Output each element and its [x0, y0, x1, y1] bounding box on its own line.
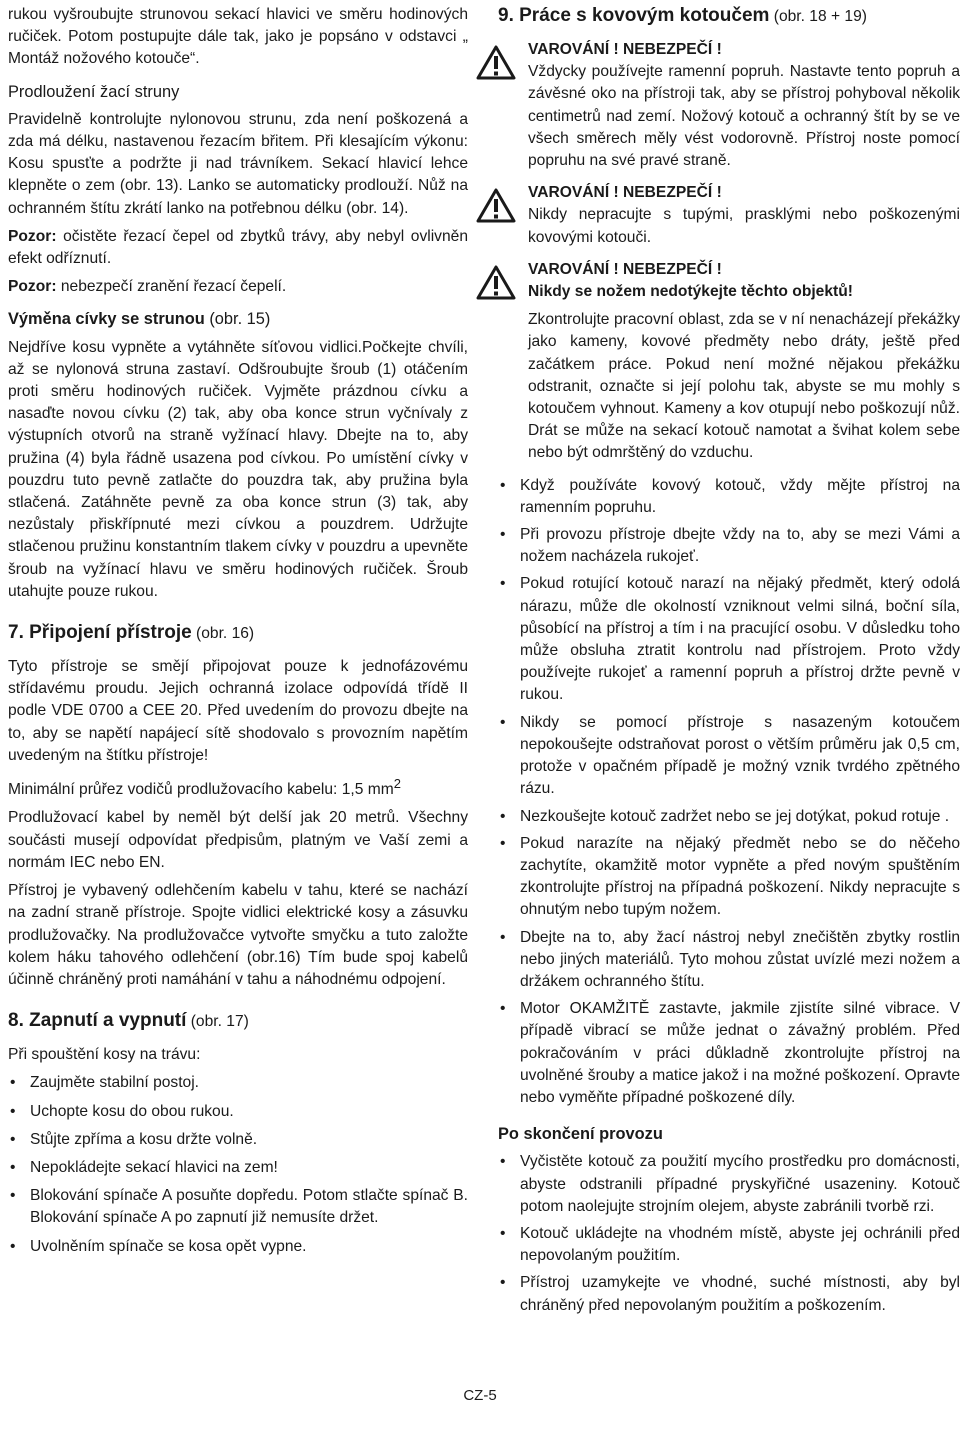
list-item: • Uchopte kosu do obou rukou.	[8, 1101, 468, 1123]
list-item: • Blokování spínače A posuňte dopředu. Potom stlačte spínač B. Blokování spínače A po zapnutí již nemusíte držet.	[8, 1185, 468, 1229]
list-item: • Při provozu přístroje dbejte vždy na to, aby se mezi Vámi a nožem nacházela rukojeť.	[498, 524, 960, 568]
section-7-ref: (obr. 16)	[191, 625, 255, 643]
list-item: • Nezkoušejte kotouč zadržet nebo se jej dotýkat, pokud rotuje .	[498, 806, 960, 828]
section-7-paragraph-3: Prodlužovací kabel by neměl být delší jak 20 metrů. Všechny součásti musejí odpovídat předpisům, platným ve Vaší zemi a normám IEC nebo EN.	[8, 809, 468, 871]
spool-paragraph: Nejdříve kosu vypněte a vytáhněte síťovou vidlici.Počkejte chvíli, až se nylonová struna zastaví. Odšroubujte šroub (1) otáčením proti směru hodinových ručiček. Vyjměte prázdnou cívku a nasaďte novou cívku (2) tak, aby oba konce strun vyčnívaly z výstupních otvorů na straně vyžínací hlavy. Dbejte na to, aby pružina (4) byla řádně usazena pod cívkou. Po umístění cívky v pouzdru tuto pevně zatlačte do pouzdra tak, aby pružina byla stlačená. Zatáhněte pevně za oba konce strun (3) tak, aby nezůstaly přiskřípnuté mezi cívkou a pouzdrem. Udržujte stlačenou pružinu konstantním tlakem cívky v pouzdru a upevněte šroub na vyžínací hlavu ve směru hodinových ručiček. Šroub utahujte pouze rukou.	[8, 338, 468, 600]
list-item: • Kotouč ukládejte na vhodném místě, abyste jej ochránili před nepovolaným použitím.	[498, 1223, 960, 1267]
warning-triangle-icon	[476, 265, 516, 301]
list-item: • Přístroj uzamykejte ve vhodné, suché místnosti, aby byl chráněný před nepovolaným použitím a poškozením.	[498, 1272, 960, 1316]
warning-block	[498, 182, 960, 249]
caution-label: Pozor:	[8, 278, 57, 296]
list-item: • Zaujměte stabilní postoj.	[8, 1072, 468, 1094]
section-8-list	[8, 1072, 468, 1257]
after-operation-list	[498, 1151, 960, 1316]
section-9-heading	[498, 4, 960, 29]
warning-text: Zkontrolujte pracovní oblast, zda se v ní nenacházejí překážky jako kameny, kovové předměty nebo dráty, ještě před začátkem práce. Pokud není možné nějakou překážku odstranit, označte si její polohu tak, abyste se mu mohly s kotoučem vyhnout. Kameny a kov otupují nebo poškozují nůž. Drát se může na sekací kotouč namotat a švihat kolem sebe nebo být odmrštěný do vzduchu.	[528, 311, 960, 462]
left-column	[8, 4, 468, 1264]
warning-block	[498, 39, 960, 172]
warning-subtitle: Nikdy se nožem nedotýkejte těchto objektů!	[528, 283, 853, 301]
caution-text: očistěte řezací čepel od zbytků trávy, aby nebyl ovlivněn efekt odříznutí.	[8, 227, 468, 268]
cable-cross-section: Minimální průřez vodičů prodlužovacího kabelu: 1,5 mm	[8, 781, 394, 799]
warning-triangle-icon	[476, 188, 516, 224]
section-8-ref: (obr. 17)	[186, 1013, 249, 1031]
warning-text: Vždycky používejte ramenní popruh. Nastavte tento popruh a závěsné oko na přístroji tak, aby se přístroj pohyboval několik centimetrů nad zemí. Nožový kotouč a ochranný štít by se ve všech směrech měly vést vodorovně. Přístroj noste pomocí popruhu na své pravé straně.	[528, 63, 960, 170]
list-item: • Stůjte zpříma a kosu držte volně.	[8, 1129, 468, 1151]
after-operation-heading	[498, 1123, 960, 1145]
section-7-paragraph-2	[8, 773, 468, 801]
intro-paragraph: rukou vyšroubujte strunovou sekací hlavici ve směru hodinových ručiček. Potom postupujte dále tak, jako je popsáno v odstavci „ Montáž nožového kotouče“.	[8, 6, 468, 68]
superscript: 2	[393, 776, 401, 792]
section-8-heading	[8, 1009, 468, 1034]
spool-ref: (obr. 15)	[204, 310, 271, 329]
section-9-list	[498, 475, 960, 1109]
warning-text: Nikdy nepracujte s tupými, prasklými nebo poškozenými kovovými kotouči.	[528, 206, 960, 246]
caution-label: Pozor:	[8, 227, 57, 245]
after-operation-title: Po skončení provozu	[498, 1125, 663, 1144]
section-7-paragraph-1: Tyto přístroje se smějí připojovat pouze k jednofázovému střídavému proudu. Jejich ochranná izolace odpovídá třídě II podle VDE 0700 a CEE 20. Před uvedením do provozu dbejte na to, aby se napětí napájecí sítě shodovalo s provozním napětím uvedeným na štítku přístroje!	[8, 658, 468, 764]
list-item: • Nikdy se pomocí přístroje s nasazeným kotoučem nepokoušejte odstraňovat porost o větším průměru jak 0,5 cm, protože v opačném případě je možný vznik tvrdého zpětného rázu.	[498, 712, 960, 801]
list-item: • Motor OKAMŽITĚ zastavte, jakmile zjistíte silné vibrace. V případě vibrací se může jednat o závažný problém. Před pokračováním v práci důkladně zkontrolujte přístroj na uvolněné šrouby a matice jakož i na možné poškození. Opravte nebo vyměňte případné poškozené díly.	[498, 998, 960, 1109]
page-number: CZ-5	[463, 1387, 497, 1404]
extension-paragraph: Pravidelně kontrolujte nylonovou strunu, zda není poškozená a zda má délku, nastavenou řezacím břitem. Při klesajícím výkonu: Kosu spusťte a podržte ji nad trávníkem. Sekací hlavicí lehce klepněte o zem (obr. 13). Lanko se automaticky prodlouží. Nůž na ochranném štítu zkrátí lanko na potřebnou délku (obr. 14).	[8, 110, 468, 217]
section-9-title: 9. Práce s kovovým kotoučem	[498, 5, 770, 26]
warning-block	[498, 259, 960, 465]
list-item: • Když používáte kovový kotouč, vždy mějte přístroj na ramenním popruhu.	[498, 475, 960, 519]
caution-text: nebezpečí zranění řezací čepelí.	[56, 278, 287, 296]
list-item: • Dbejte na to, aby žací nástroj nebyl znečištěn zbytky rostlin nebo jiných materiálů. Tyto mohou zůstat uvízlé mezi nožem a držákem ochranného štítu.	[498, 927, 960, 994]
spool-title: Výměna cívky se strunou	[8, 310, 205, 329]
warning-title: VAROVÁNÍ ! NEBEZPEČÍ !	[528, 184, 722, 202]
section-7-paragraph-4: Přístroj je vybavený odlehčením kabelu v tahu, které se nachází na zadní straně přístroje. Spojte vidlici elektrické kosy a zásuvku prodlužovačky. Na prodlužovačce vytvořte smyčku a tuto založte kolem háku tahového odlehčení (obr.16) Tím bude spoj kabelů účinně chráněný proti namáhání v tahu a náhodnému odpojení.	[8, 882, 468, 988]
warning-triangle-icon	[476, 45, 516, 81]
right-column	[498, 4, 960, 1322]
section-8-title: 8. Zapnutí a vypnutí	[8, 1010, 187, 1032]
list-item: • Nepokládejte sekací hlavici na zem!	[8, 1157, 468, 1179]
section-8-intro: Při spouštění kosy na trávu:	[8, 1046, 201, 1064]
warning-title: VAROVÁNÍ ! NEBEZPEČÍ !	[528, 260, 722, 278]
spool-heading	[8, 308, 468, 330]
list-item: • Uvolněním spínače se kosa opět vypne.	[8, 1236, 468, 1258]
section-7-title: 7. Připojení přístroje	[8, 622, 192, 644]
section-7-heading	[8, 621, 468, 646]
list-item: • Pokud rotující kotouč narazí na nějaký předmět, který odolá nárazu, může dle okolností vzniknout velmi silná, boční síla, působící na přístroj a tím i na pracující osobu. V důsledku toho může obsluha ztratit kontrolu nad přístrojem. Proto vždy používejte rukojeť a ramenní popruh a přístroj držte pevně v rukou.	[498, 573, 960, 706]
warning-title: VAROVÁNÍ ! NEBEZPEČÍ !	[528, 41, 722, 58]
caution-cleaning	[8, 226, 468, 270]
extension-heading: Prodloužení žací struny	[8, 82, 180, 101]
section-9-ref: (obr. 18 + 19)	[769, 8, 867, 25]
list-item: • Vyčistěte kotouč za použití mycího prostředku pro domácnosti, abyste odstranili případné pryskyřičné usazeniny. Kotouč potom naolejujte strojním olejem, abyste zabránili tvorbě rzi.	[498, 1151, 960, 1218]
caution-injury	[8, 276, 468, 298]
list-item: • Pokud narazíte na nějaký předmět nebo se do něčeho zachytíte, okamžitě motor vypněte a před novým spuštěním zkontrolujte přístroj na případná poškození. Nikdy nepracujte s ohnutým nebo tupým nožem.	[498, 833, 960, 922]
